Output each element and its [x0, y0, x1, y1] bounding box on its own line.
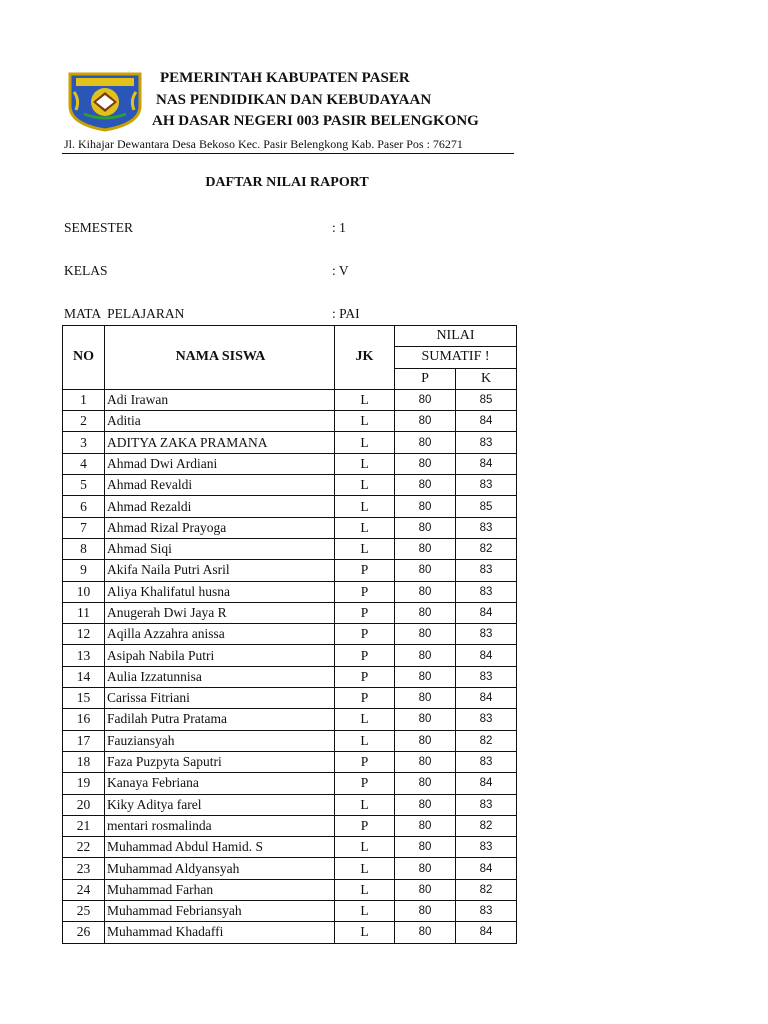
row-number: 17: [63, 730, 105, 751]
student-gender: L: [335, 411, 395, 432]
student-gender: L: [335, 879, 395, 900]
score-k: 85: [456, 389, 517, 410]
row-number: 7: [63, 517, 105, 538]
score-p: 80: [395, 730, 456, 751]
score-k: 82: [456, 538, 517, 559]
student-name: Akifa Naila Putri Asril: [105, 560, 335, 581]
score-p: 80: [395, 858, 456, 879]
row-number: 25: [63, 901, 105, 922]
score-p: 80: [395, 879, 456, 900]
score-k: 84: [456, 411, 517, 432]
score-k: 84: [456, 688, 517, 709]
student-gender: P: [335, 581, 395, 602]
student-gender: L: [335, 730, 395, 751]
student-name: Muhammad Abdul Hamid. S: [105, 837, 335, 858]
score-k: 83: [456, 794, 517, 815]
score-k: 83: [456, 475, 517, 496]
table-row: [63, 475, 517, 496]
student-gender: P: [335, 773, 395, 794]
score-k: 84: [456, 602, 517, 623]
student-name: Aliya Khalifatul husna: [105, 581, 335, 602]
grades-table-body: [63, 389, 517, 943]
student-name: Kanaya Febriana: [105, 773, 335, 794]
student-gender: P: [335, 645, 395, 666]
score-k: 84: [456, 858, 517, 879]
score-k: 83: [456, 751, 517, 772]
table-row: [63, 389, 517, 410]
score-p: 80: [395, 624, 456, 645]
grades-table: [62, 325, 517, 944]
table-row: [63, 879, 517, 900]
col-header-jk: JK: [335, 326, 395, 390]
score-p: 80: [395, 432, 456, 453]
student-name: Ahmad Revaldi: [105, 475, 335, 496]
header-school-line: AH DASAR NEGERI 003 PASIR BELENGKONG: [152, 113, 479, 129]
score-p: 80: [395, 602, 456, 623]
student-gender: P: [335, 624, 395, 645]
student-name: Anugerah Dwi Jaya R: [105, 602, 335, 623]
kelas-label: KELAS: [64, 263, 108, 278]
student-name: Ahmad Rezaldi: [105, 496, 335, 517]
table-row: [63, 496, 517, 517]
header-divider: [62, 153, 514, 154]
row-number: 22: [63, 837, 105, 858]
student-gender: P: [335, 602, 395, 623]
student-name: Muhammad Febriansyah: [105, 901, 335, 922]
score-p: 80: [395, 709, 456, 730]
score-k: 83: [456, 432, 517, 453]
table-row: [63, 730, 517, 751]
student-name: ADITYA ZAKA PRAMANA: [105, 432, 335, 453]
row-number: 14: [63, 666, 105, 687]
score-k: 84: [456, 453, 517, 474]
row-number: 13: [63, 645, 105, 666]
col-header-no: NO: [63, 326, 105, 390]
row-number: 4: [63, 453, 105, 474]
row-number: 3: [63, 432, 105, 453]
score-k: 83: [456, 517, 517, 538]
table-row: [63, 901, 517, 922]
score-p: 80: [395, 389, 456, 410]
student-name: Ahmad Dwi Ardiani: [105, 453, 335, 474]
score-k: 84: [456, 645, 517, 666]
table-row: [63, 858, 517, 879]
table-row: [63, 453, 517, 474]
student-name: Muhammad Khadaffi: [105, 922, 335, 943]
row-number: 8: [63, 538, 105, 559]
score-p: 80: [395, 560, 456, 581]
row-number: 11: [63, 602, 105, 623]
student-name: Aditia: [105, 411, 335, 432]
table-row: [63, 751, 517, 772]
kelas-value: : V: [332, 263, 349, 278]
score-k: 82: [456, 879, 517, 900]
score-p: 80: [395, 538, 456, 559]
row-number: 9: [63, 560, 105, 581]
table-row: [63, 922, 517, 943]
mapel-label: MATA PELAJARAN: [64, 306, 185, 321]
row-number: 24: [63, 879, 105, 900]
table-row: [63, 560, 517, 581]
score-k: 83: [456, 709, 517, 730]
student-name: Muhammad Farhan: [105, 879, 335, 900]
student-name: Kiky Aditya farel: [105, 794, 335, 815]
student-gender: L: [335, 517, 395, 538]
table-row: [63, 432, 517, 453]
table-row: [63, 581, 517, 602]
student-name: Ahmad Rizal Prayoga: [105, 517, 335, 538]
student-gender: L: [335, 709, 395, 730]
semester-label: SEMESTER: [64, 220, 134, 235]
row-number: 18: [63, 751, 105, 772]
score-p: 80: [395, 901, 456, 922]
header-address: Jl. Kihajar Dewantara Desa Bekoso Kec. Pasir Belengkong Kab. Paser Pos : 76271: [64, 137, 463, 151]
score-k: 85: [456, 496, 517, 517]
row-number: 5: [63, 475, 105, 496]
col-header-p: P: [395, 368, 456, 389]
score-p: 80: [395, 688, 456, 709]
student-gender: P: [335, 666, 395, 687]
student-gender: P: [335, 688, 395, 709]
table-row: [63, 538, 517, 559]
student-name: Asipah Nabila Putri: [105, 645, 335, 666]
score-p: 80: [395, 666, 456, 687]
student-gender: L: [335, 432, 395, 453]
score-k: 83: [456, 560, 517, 581]
score-k: 83: [456, 901, 517, 922]
table-row: [63, 688, 517, 709]
student-gender: P: [335, 815, 395, 836]
row-number: 2: [63, 411, 105, 432]
student-gender: L: [335, 858, 395, 879]
student-gender: L: [335, 922, 395, 943]
score-p: 80: [395, 517, 456, 538]
row-number: 20: [63, 794, 105, 815]
row-number: 15: [63, 688, 105, 709]
header-department-line: NAS PENDIDIKAN DAN KEBUDAYAAN: [156, 92, 432, 108]
col-header-nilai: NILAI: [395, 326, 517, 347]
score-p: 80: [395, 837, 456, 858]
student-gender: L: [335, 389, 395, 410]
student-gender: L: [335, 901, 395, 922]
col-header-sumatif: SUMATIF !: [395, 347, 517, 368]
col-header-k: K: [456, 368, 517, 389]
student-name: Fauziansyah: [105, 730, 335, 751]
row-number: 6: [63, 496, 105, 517]
table-row: [63, 411, 517, 432]
row-number: 12: [63, 624, 105, 645]
score-p: 80: [395, 815, 456, 836]
score-k: 83: [456, 624, 517, 645]
student-name: mentari rosmalinda: [105, 815, 335, 836]
score-p: 80: [395, 496, 456, 517]
table-row: [63, 602, 517, 623]
row-number: 16: [63, 709, 105, 730]
score-p: 80: [395, 475, 456, 496]
header-government-line: PEMERINTAH KABUPATEN PASER: [160, 70, 410, 86]
student-gender: L: [335, 475, 395, 496]
score-p: 80: [395, 645, 456, 666]
score-p: 80: [395, 922, 456, 943]
score-p: 80: [395, 773, 456, 794]
score-p: 80: [395, 581, 456, 602]
mapel-value: : PAI: [332, 306, 360, 321]
table-row: [63, 666, 517, 687]
student-gender: P: [335, 751, 395, 772]
col-header-name: NAMA SISWA: [105, 326, 335, 390]
regency-emblem-logo: [66, 70, 144, 132]
score-k: 82: [456, 815, 517, 836]
student-name: Carissa Fitriani: [105, 688, 335, 709]
score-k: 83: [456, 666, 517, 687]
score-k: 83: [456, 581, 517, 602]
row-number: 1: [63, 389, 105, 410]
student-name: Muhammad Aldyansyah: [105, 858, 335, 879]
row-number: 23: [63, 858, 105, 879]
table-row: [63, 645, 517, 666]
table-row: [63, 837, 517, 858]
score-k: 82: [456, 730, 517, 751]
score-p: 80: [395, 751, 456, 772]
student-gender: L: [335, 794, 395, 815]
student-name: Adi Irawan: [105, 389, 335, 410]
score-k: 83: [456, 837, 517, 858]
table-row: [63, 709, 517, 730]
student-gender: L: [335, 837, 395, 858]
student-name: Faza Puzpyta Saputri: [105, 751, 335, 772]
table-row: [63, 815, 517, 836]
student-name: Ahmad Siqi: [105, 538, 335, 559]
student-gender: L: [335, 496, 395, 517]
score-k: 84: [456, 922, 517, 943]
table-row: [63, 517, 517, 538]
row-number: 26: [63, 922, 105, 943]
table-row: [63, 773, 517, 794]
student-gender: L: [335, 538, 395, 559]
student-name: Fadilah Putra Pratama: [105, 709, 335, 730]
student-gender: L: [335, 453, 395, 474]
document-title: DAFTAR NILAI RAPORT: [205, 175, 369, 190]
table-row: [63, 624, 517, 645]
score-p: 80: [395, 794, 456, 815]
semester-value: : 1: [332, 220, 346, 235]
row-number: 19: [63, 773, 105, 794]
score-p: 80: [395, 411, 456, 432]
table-row: [63, 794, 517, 815]
score-p: 80: [395, 453, 456, 474]
student-name: Aqilla Azzahra anissa: [105, 624, 335, 645]
student-name: Aulia Izzatunnisa: [105, 666, 335, 687]
student-gender: P: [335, 560, 395, 581]
row-number: 21: [63, 815, 105, 836]
row-number: 10: [63, 581, 105, 602]
score-k: 84: [456, 773, 517, 794]
